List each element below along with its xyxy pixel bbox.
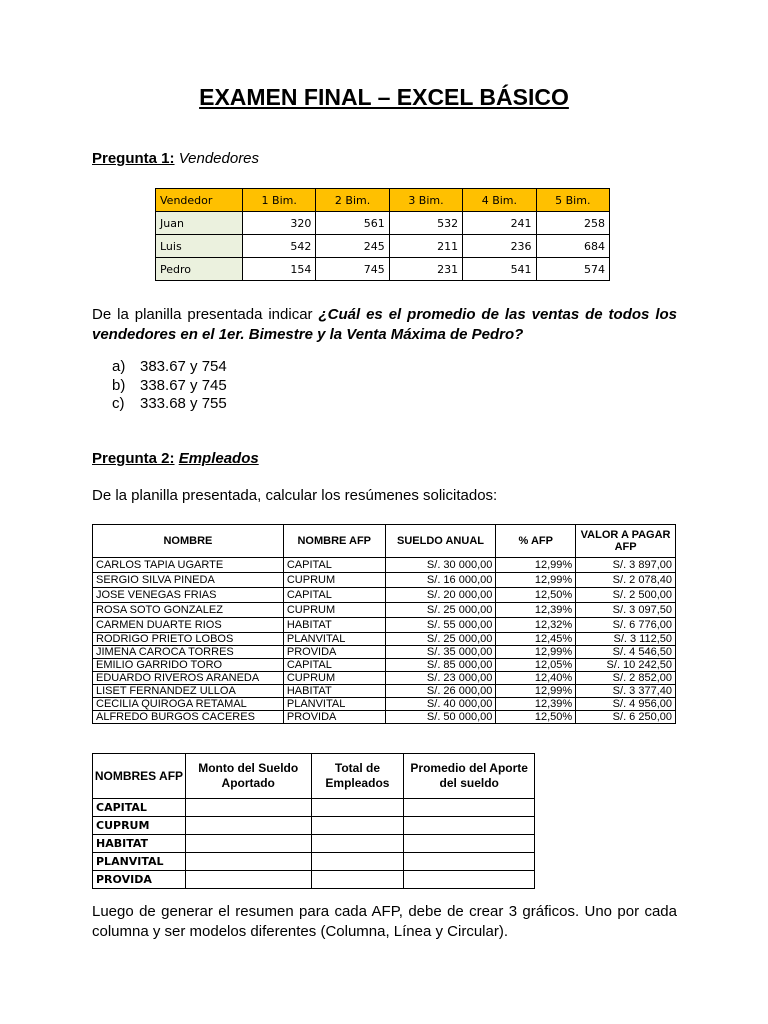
option-text: 338.67 y 745 bbox=[140, 376, 227, 394]
sales-value: 542 bbox=[243, 235, 316, 258]
employee-cell: S/. 30 000,00 bbox=[385, 558, 496, 573]
employee-row bbox=[93, 618, 676, 633]
employee-row bbox=[93, 659, 676, 672]
summary-empty-cell bbox=[185, 853, 311, 871]
sales-value: 245 bbox=[316, 235, 389, 258]
sales-header-cell: 3 Bim. bbox=[389, 189, 462, 212]
employee-row bbox=[93, 573, 676, 588]
employee-cell: 12,99% bbox=[496, 573, 576, 588]
employee-cell: 12,99% bbox=[496, 685, 576, 698]
summary-table bbox=[92, 753, 535, 889]
employees-header-cell: NOMBRE bbox=[93, 525, 284, 558]
sales-value: 745 bbox=[316, 258, 389, 281]
employee-cell: JIMENA CAROCA TORRES bbox=[93, 646, 284, 659]
employee-cell: S/. 25 000,00 bbox=[385, 603, 496, 618]
employee-cell: S/. 2 078,40 bbox=[576, 573, 676, 588]
summary-header-row bbox=[93, 754, 535, 799]
employee-cell: CAPITAL bbox=[283, 588, 385, 603]
employee-cell: PLANVITAL bbox=[283, 698, 385, 711]
employee-cell: SERGIO SILVA PINEDA bbox=[93, 573, 284, 588]
employee-cell: PROVIDA bbox=[283, 646, 385, 659]
question-1-text bbox=[92, 305, 677, 345]
employee-row bbox=[93, 672, 676, 685]
employee-cell: CECILIA QUIROGA RETAMAL bbox=[93, 698, 284, 711]
employee-cell: ALFREDO BURGOS CACERES bbox=[93, 711, 284, 724]
employee-cell: S/. 50 000,00 bbox=[385, 711, 496, 724]
employee-cell: 12,45% bbox=[496, 633, 576, 646]
sales-value: 532 bbox=[389, 212, 462, 235]
employee-row bbox=[93, 558, 676, 573]
answer-options bbox=[112, 358, 227, 414]
summary-empty-cell bbox=[311, 835, 404, 853]
employee-cell: 12,39% bbox=[496, 698, 576, 711]
employee-cell: S/. 3 097,50 bbox=[576, 603, 676, 618]
summary-header-cell: Monto del Sueldo Aportado bbox=[185, 754, 311, 799]
question-1-subject: Vendedores bbox=[178, 150, 260, 167]
employee-cell: S/. 3 897,00 bbox=[576, 558, 676, 573]
employee-cell: S/. 85 000,00 bbox=[385, 659, 496, 672]
sales-value: 541 bbox=[463, 258, 536, 281]
employee-cell: S/. 20 000,00 bbox=[385, 588, 496, 603]
employee-cell: S/. 16 000,00 bbox=[385, 573, 496, 588]
final-instructions: Luego de generar el resumen para cada AFP, debe de crear 3 gráficos. Uno por cada columna y ser modelos diferentes (Columna, Línea y Circular). bbox=[92, 903, 677, 940]
summary-empty-cell bbox=[404, 853, 535, 871]
option-text: 333.68 y 755 bbox=[140, 395, 227, 412]
employee-cell: S/. 35 000,00 bbox=[385, 646, 496, 659]
employee-cell: CUPRUM bbox=[283, 603, 385, 618]
employee-cell: S/. 40 000,00 bbox=[385, 698, 496, 711]
sales-value: 154 bbox=[243, 258, 316, 281]
employee-cell: S/. 6 250,00 bbox=[576, 711, 676, 724]
summary-header-cell: Promedio del Aporte del sueldo bbox=[404, 754, 535, 799]
summary-empty-cell bbox=[311, 871, 404, 889]
answer-option bbox=[112, 395, 227, 414]
answer-option bbox=[112, 358, 227, 377]
employee-cell: 12,99% bbox=[496, 646, 576, 659]
employee-cell: ROSA SOTO GONZALEZ bbox=[93, 603, 284, 618]
employee-cell: S/. 26 000,00 bbox=[385, 685, 496, 698]
employee-cell: S/. 2 852,00 bbox=[576, 672, 676, 685]
summary-empty-cell bbox=[185, 835, 311, 853]
salesperson-name: Juan bbox=[156, 212, 243, 235]
summary-empty-cell bbox=[311, 853, 404, 871]
employee-cell: S/. 23 000,00 bbox=[385, 672, 496, 685]
summary-empty-cell bbox=[185, 817, 311, 835]
option-text: 383.67 y 754 bbox=[140, 358, 227, 375]
answer-option bbox=[112, 377, 227, 396]
employees-header-cell: NOMBRE AFP bbox=[283, 525, 385, 558]
summary-empty-cell bbox=[311, 799, 404, 817]
sales-table bbox=[155, 188, 610, 281]
question-2-intro: De la planilla presentada, calcular los resúmenes solicitados: bbox=[92, 487, 498, 504]
employees-header-row bbox=[93, 525, 676, 558]
sales-value: 258 bbox=[536, 212, 609, 235]
employee-cell: CUPRUM bbox=[283, 573, 385, 588]
employee-row bbox=[93, 588, 676, 603]
sales-value: 561 bbox=[316, 212, 389, 235]
summary-row bbox=[93, 871, 535, 889]
sales-header-cell: 4 Bim. bbox=[463, 189, 536, 212]
sales-value: 211 bbox=[389, 235, 462, 258]
summary-row bbox=[93, 853, 535, 871]
employee-cell: CARMEN DUARTE RIOS bbox=[93, 618, 284, 633]
employee-cell: CAPITAL bbox=[283, 558, 385, 573]
employee-cell: S/. 4 956,00 bbox=[576, 698, 676, 711]
question-2-heading bbox=[92, 450, 259, 467]
employee-cell: 12,32% bbox=[496, 618, 576, 633]
summary-empty-cell bbox=[185, 871, 311, 889]
employee-cell: EMILIO GARRIDO TORO bbox=[93, 659, 284, 672]
employee-cell: 12,40% bbox=[496, 672, 576, 685]
employee-cell: S/. 10 242,50 bbox=[576, 659, 676, 672]
sales-value: 236 bbox=[463, 235, 536, 258]
employee-cell: JOSE VENEGAS FRIAS bbox=[93, 588, 284, 603]
employee-row bbox=[93, 685, 676, 698]
page-title: EXAMEN FINAL – EXCEL BÁSICO bbox=[199, 84, 569, 110]
question-1-intro: De la planilla presentada indicar bbox=[92, 306, 319, 323]
salesperson-name: Luis bbox=[156, 235, 243, 258]
employees-header-cell: % AFP bbox=[496, 525, 576, 558]
summary-empty-cell bbox=[404, 835, 535, 853]
option-letter: c) bbox=[112, 395, 125, 412]
employees-table bbox=[92, 524, 676, 724]
employee-cell: 12,50% bbox=[496, 588, 576, 603]
employee-row bbox=[93, 711, 676, 724]
employee-cell: PROVIDA bbox=[283, 711, 385, 724]
afp-name: PROVIDA bbox=[93, 871, 186, 889]
employee-cell: S/. 3 377,40 bbox=[576, 685, 676, 698]
afp-name: HABITAT bbox=[93, 835, 186, 853]
employee-cell: HABITAT bbox=[283, 618, 385, 633]
employee-cell: CAPITAL bbox=[283, 659, 385, 672]
sales-header-cell: 1 Bim. bbox=[243, 189, 316, 212]
summary-row bbox=[93, 817, 535, 835]
sales-header-cell: Vendedor bbox=[156, 189, 243, 212]
employee-cell: 12,39% bbox=[496, 603, 576, 618]
employee-cell: LISET FERNANDEZ ULLOA bbox=[93, 685, 284, 698]
afp-name: CAPITAL bbox=[93, 799, 186, 817]
sales-value: 231 bbox=[389, 258, 462, 281]
employee-cell: S/. 2 500,00 bbox=[576, 588, 676, 603]
employees-header-cell: SUELDO ANUAL bbox=[385, 525, 496, 558]
sales-row bbox=[156, 258, 610, 281]
sales-header-cell: 2 Bim. bbox=[316, 189, 389, 212]
employee-cell: PLANVITAL bbox=[283, 633, 385, 646]
employee-cell: S/. 6 776,00 bbox=[576, 618, 676, 633]
employee-cell: S/. 25 000,00 bbox=[385, 633, 496, 646]
employee-cell: S/. 3 112,50 bbox=[576, 633, 676, 646]
employee-cell: 12,05% bbox=[496, 659, 576, 672]
summary-empty-cell bbox=[404, 871, 535, 889]
employee-cell: 12,99% bbox=[496, 558, 576, 573]
employee-cell: CUPRUM bbox=[283, 672, 385, 685]
employee-row bbox=[93, 646, 676, 659]
sales-header-row bbox=[156, 189, 610, 212]
summary-header-cell: NOMBRES AFP bbox=[93, 754, 186, 799]
question-1-question: ¿Cuál es el promedio de las ventas de todos los vendedores en el 1er. Bimestre y la Venta Máxima de Pedro? bbox=[92, 306, 677, 343]
employee-cell: 12,50% bbox=[496, 711, 576, 724]
question-1-heading bbox=[92, 150, 259, 167]
summary-empty-cell bbox=[404, 799, 535, 817]
employee-row bbox=[93, 633, 676, 646]
employee-row bbox=[93, 603, 676, 618]
afp-name: CUPRUM bbox=[93, 817, 186, 835]
summary-row bbox=[93, 799, 535, 817]
sales-value: 320 bbox=[243, 212, 316, 235]
summary-empty-cell bbox=[311, 817, 404, 835]
employee-cell: EDUARDO RIVEROS ARANEDA bbox=[93, 672, 284, 685]
sales-header-cell: 5 Bim. bbox=[536, 189, 609, 212]
employee-row bbox=[93, 698, 676, 711]
employees-header-cell: VALOR A PAGAR AFP bbox=[576, 525, 676, 558]
summary-empty-cell bbox=[185, 799, 311, 817]
employee-cell: S/. 55 000,00 bbox=[385, 618, 496, 633]
sales-row bbox=[156, 235, 610, 258]
sales-value: 574 bbox=[536, 258, 609, 281]
sales-row bbox=[156, 212, 610, 235]
sales-value: 241 bbox=[463, 212, 536, 235]
afp-name: PLANVITAL bbox=[93, 853, 186, 871]
question-1-label: Pregunta 1: bbox=[92, 150, 175, 167]
summary-row bbox=[93, 835, 535, 853]
employee-cell: HABITAT bbox=[283, 685, 385, 698]
summary-header-cell: Total de Empleados bbox=[311, 754, 404, 799]
option-letter: a) bbox=[112, 358, 126, 375]
salesperson-name: Pedro bbox=[156, 258, 243, 281]
summary-empty-cell bbox=[404, 817, 535, 835]
employee-cell: CARLOS TAPIA UGARTE bbox=[93, 558, 284, 573]
employee-cell: RODRIGO PRIETO LOBOS bbox=[93, 633, 284, 646]
sales-value: 684 bbox=[536, 235, 609, 258]
question-2-subject: Empleados bbox=[178, 450, 259, 467]
option-letter: b) bbox=[112, 376, 126, 394]
question-2-label: Pregunta 2: bbox=[92, 450, 175, 467]
employee-cell: S/. 4 546,50 bbox=[576, 646, 676, 659]
